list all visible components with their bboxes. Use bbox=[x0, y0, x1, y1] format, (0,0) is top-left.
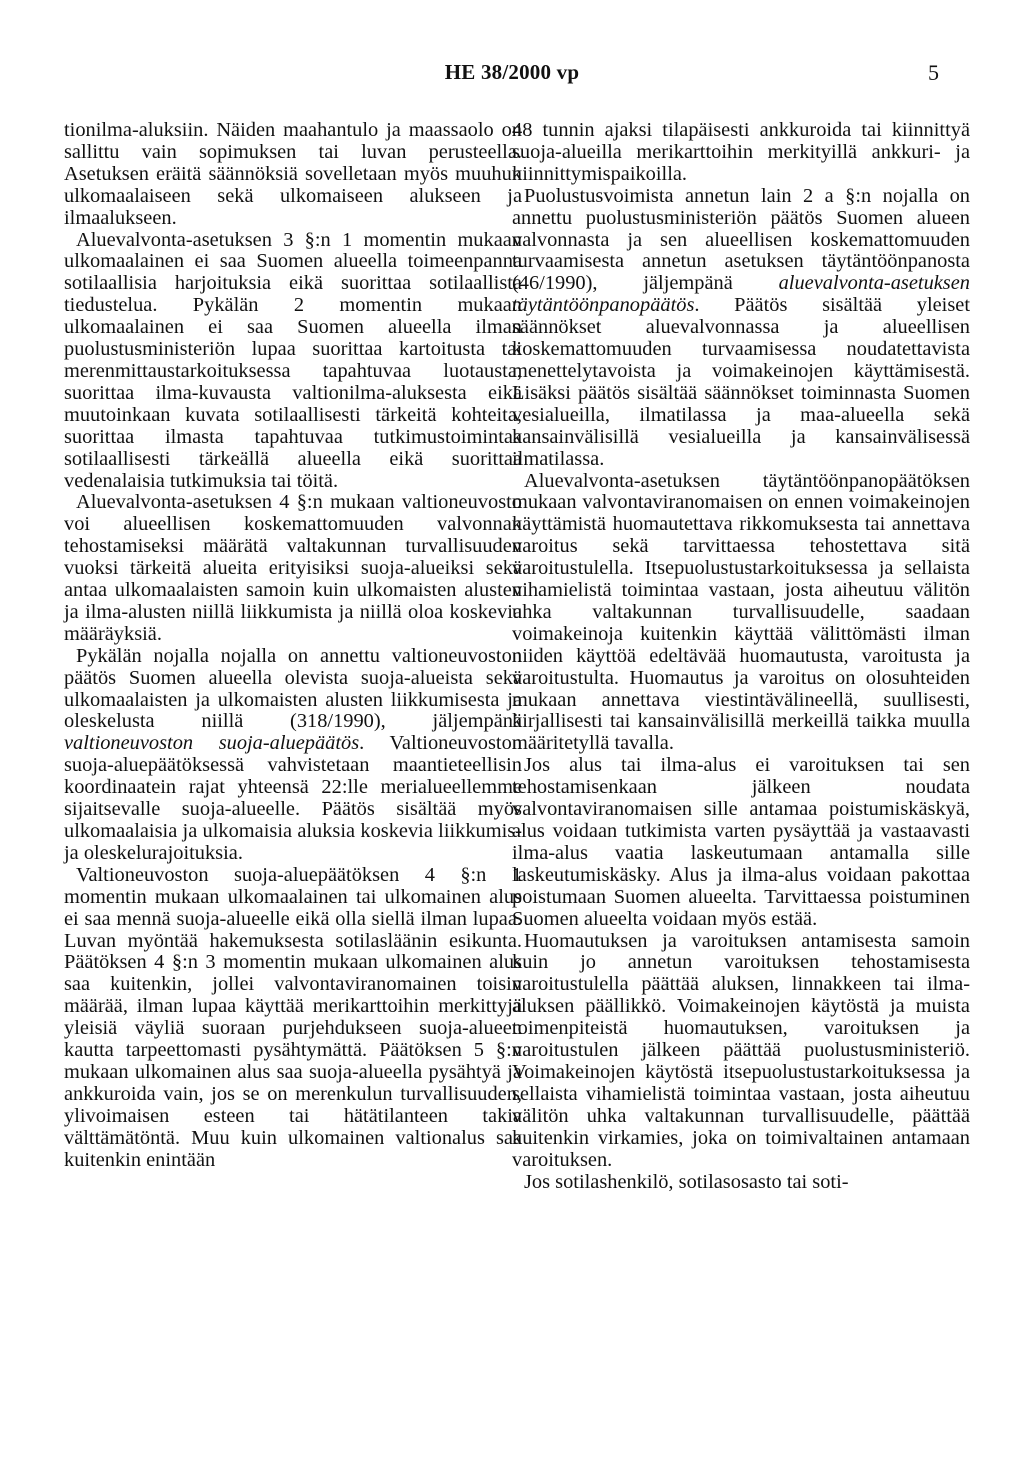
paragraph: tionilma-aluksiin. Näiden maahantulo ja maassaolo on sallittu vain sopimuksen tai luvan perusteella. Asetuksen eräitä säännöksiä sovelletaan myös muuhun ulkomaalaiseen sekä ulkomaiseen alukseen ja ilmaalukseen. bbox=[64, 119, 522, 229]
document-title: HE 38/2000 vp bbox=[444, 60, 580, 84]
paragraph: Aluevalvonta-asetuksen täytäntöönpanopäätöksen mukaan valvontaviranomaisen on ennen voimakeinojen käyttämistä huomautettava rikkomuksesta tai annettava varoitus sekä tarvittaessa tehostettava sitä varoitustulella. Itsepuolustustarkoituksessa ja sellaista vihamielistä toimintaa vastaan, josta aiheutuu välitön uhka valtakunnan turvallisuudelle, saadaan voimakeinoja kuitenkin käyttää välittömästi ilman niiden käyttöä edeltävää huomautusta, varoitusta ja varoitustulta. Huomautus ja varoitus on olosuhteiden mukaan annettava viestintävälineellä, suullisesti, kirjallisesti tai kansainvälisillä merkeillä taikka muulla määritetyllä tavalla. bbox=[512, 469, 970, 755]
paragraph: Aluevalvonta-asetuksen 3 §:n 1 momentin mukaan ulkomaalainen ei saa Suomen alueella toimeenpanna sotilaallisia harjoituksia eikä suorittaa sotilaallista tiedustelua. Pykälän 2 momentin mukaan ulkomaalainen ei saa Suomen alueella ilman puolustusministeriön lupaa suorittaa kartoitusta tai merenmittaustarkoituksessa tapahtuvaa luotausta, suorittaa ilma-kuvausta valtionilma-aluksesta eikä muutoinkaan kuvata sotilaallisesti tärkeitä kohteita, suorittaa ilmasta tapahtuvaa tutkimustoimintaa sotilaallisesti tärkeällä alueella eikä suorittaa vedenalaisia tutkimuksia tai töitä. bbox=[64, 228, 522, 492]
paragraph: Valtioneuvoston suoja-aluepäätöksen 4 §:n 1 momentin mukaan ulkomaalainen tai ulkomainen alus ei saa mennä suoja-alueelle eikä olla siellä ilman lupaa. Luvan myöntää hakemuksesta sotilasläänin esikunta. Päätöksen 4 §:n 3 momentin mukaan ulkomainen alus saa kuitenkin, jollei valvontaviranomainen toisin määrää, ilman lupaa käyttää merikarttoihin merkittyjä yleisiä väyliä suoraan purjehdukseen suoja-alueen kautta tarpeettomasti pysähtymättä. Päätöksen 5 §:n mukaan ulkomainen alus saa suoja-alueella pysähtyä ja ankkuroida vain, jos se on merenkulun turvallisuuden, ylivoimaisen esteen tai hätätilanteen takia välttämätöntä. Muu kuin ulkomainen valtionalus saa kuitenkin enintään bbox=[64, 863, 522, 1171]
page-header bbox=[0, 60, 1024, 90]
text-run: Pykälän nojalla nojalla on annettu valtioneuvoston päätös Suomen alueella olevista suoja-alueista sekä ulkomaalaisten ja ulkomaisten alusten liikkumisesta ja oleskelusta niillä (318/1990), jäljempänä bbox=[64, 644, 522, 733]
paragraph: 48 tunnin ajaksi tilapäisesti ankkuroida tai kiinnittyä suoja-alueilla merikarttoihin merkityillä ankkuri- ja kiinnittymispaikoilla. bbox=[512, 119, 970, 185]
page-number: 5 bbox=[928, 60, 939, 85]
text-run: Puolustusvoimista annetun lain 2 a §:n nojalla on annettu puolustusministeriön päätös Suomen alueen valvonnasta ja sen alueellisen koskemattomuuden turvaamisesta annetun asetuksen täytäntöönpanosta (46/1990), jäljempänä bbox=[512, 184, 970, 295]
right-column bbox=[512, 120, 970, 1193]
defined-term: valtioneuvoston suoja-aluepäätös bbox=[64, 732, 360, 755]
text-run: . Valtioneuvoston suoja-aluepäätöksessä vahvistetaan maantieteellisin koordinaatein rajat yhteensä 22:lle merialueellemme sijaitsevalle suoja-alueelle. Päätös sisältää myös ulkomaalaisia ja ulkomaisia aluksia koskevia liikkumis- ja oleskelurajoituksia. bbox=[64, 732, 522, 864]
paragraph: Jos sotilashenkilö, sotilasosasto tai soti- bbox=[524, 1170, 849, 1193]
left-column bbox=[64, 120, 522, 1172]
text-run: . Päätös sisältää yleiset säännökset aluevalvonnassa ja alueellisen koskemattomuuden turvaamisessa noudatettavista menettelytavoista ja voimakeinojen käyttämisestä. Lisäksi päätös sisältää säännökset toiminnasta Suomen vesialueilla, ilmatilassa ja maa-alueella sekä kansainvälisillä vesialueilla ja kansainvälisessä ilmatilassa. bbox=[512, 294, 970, 470]
paragraph bbox=[512, 186, 970, 471]
paragraph: Aluevalvonta-asetuksen 4 §:n mukaan valtioneuvosto voi alueellisen koskemattomuuden valvonnan tehostamiseksi määrätä valtakunnan turvallisuuden vuoksi tärkeitä alueita erityisiksi suoja-alueiksi sekä antaa ulkomaalaisten samoin kuin ulkomaisten alusten ja ilma-alusten niillä liikkumista ja niillä oloa koskevia määräyksiä. bbox=[64, 491, 522, 645]
paragraph bbox=[64, 646, 522, 865]
paragraph: Huomautuksen ja varoituksen antamisesta samoin kuin jo annetun varoituksen tehostamisesta varoitustulella päättää aluksen, linnakkeen tai ilma-aluksen päällikkö. Voimakeinojen käytöstä ja muista toimenpiteistä huomautuksen, varoituksen ja varoitustulen jälkeen päättää puolustusministeriö. Voimakeinojen käytöstä itsepuolustustarkoituksessa ja sellaista vihamielistä toimintaa vastaan, josta aiheutuu välitön uhka valtakunnan turvallisuudelle, päättää kuitenkin virkamies, joka on toimivaltainen antamaan varoituksen. bbox=[512, 929, 970, 1171]
defined-term: aluevalvonta-asetuksen täytäntöönpanopäätös bbox=[512, 272, 970, 317]
paragraph: Jos alus tai ilma-alus ei varoituksen tai sen tehostamisenkaan jälkeen noudata valvontaviranomaisen sille antamaa poistumiskäskyä, alus voidaan tutkimista varten pysäyttää ja vastaavasti ilma-alus vaatia laskeutumaan antamalla sille laskeutumiskäsky. Alus ja ilma-alus voidaan pakottaa poistumaan Suomen alueelta. Tarvittaessa poistuminen Suomen alueelta voidaan myös estää. bbox=[512, 754, 970, 930]
